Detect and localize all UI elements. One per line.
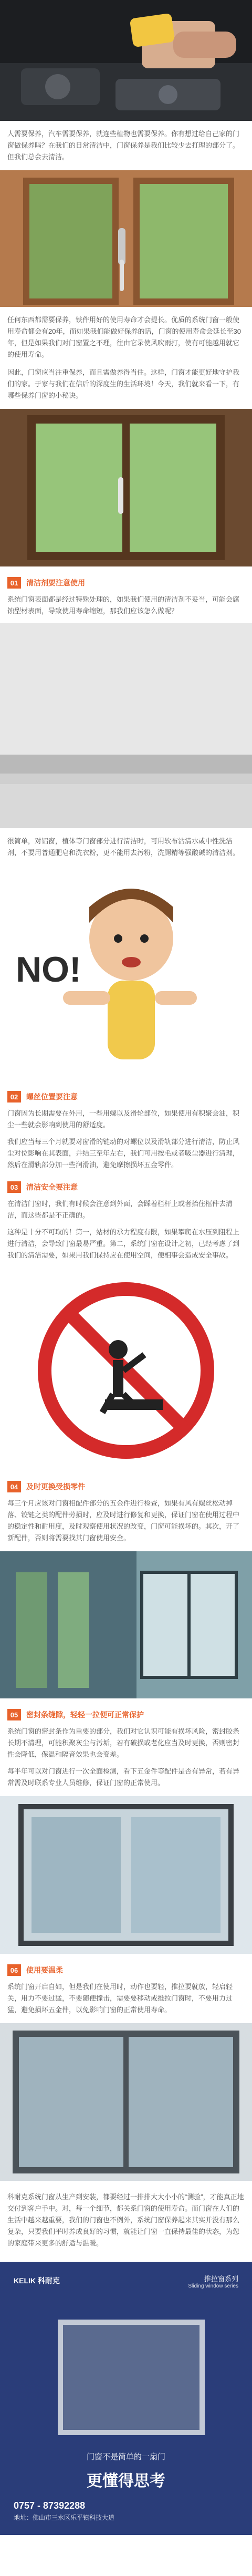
section-04-heading (0, 1481, 252, 1492)
intro-paragraph-2: 任何东西都需要保养，铁件用好的使用寿命才会提长。优质的系统门窗一般使用寿命都会有20年，而如果我们能做好保养的话，门窗的使用寿命会延长至30年，但是如果我们对门窗置之不理，往由它录使风吹雨打，使有可能越用就它的使用寿命。 (7, 316, 241, 358)
section-title: 清洁剂要注意使用 (26, 579, 85, 587)
section-01-body-2: 很简单，对铝窗，植体等门窗部分进行清洁时，可用软布沾清水或中性洗洁剂，不要用普通肥皂和洗衣粉，更不能用去污粉，洗厕精等强酸碱的清洁剂。 (7, 837, 240, 857)
section-number: 06 (7, 1964, 21, 1976)
sliding-window-product-photo (0, 2023, 252, 2181)
section-title: 螺丝位置要注意 (26, 1093, 78, 1101)
section-01-heading (0, 577, 252, 589)
section-05-body: 系统门窗的密封条作为重要的部分，我们对它认识可能有损坏风险，密封胶条长期不清理，可能积聚灰尘与污垢，若有破损或老化应当及时更换，否则密封性会降低，保温和隔音效果也会变差。 (7, 1727, 240, 1758)
aluminium-profile-closeup-photo (0, 623, 252, 828)
section-number: 05 (7, 1709, 21, 1720)
footer-headline: 更懂得思考 (87, 2472, 165, 2490)
section-01-body: 系统门窗表面都是经过特殊处理的，如果我们使用的清洁剂不妥当，可能会腐蚀型材表面，导致使用寿命缩短，那我们应该怎么做呢？ (7, 595, 240, 615)
section-02-body: 门窗因为长期需要在外用，一些用螺以及滑轮部位，如果使用有积聚会油，积尘一些就会影响到使用的舒适度。 (7, 1109, 240, 1129)
section-05-body-2: 每半年可以对门窗进行一次全面检测，看下五金件等配件是否有异常，若有异常需及时联系专业人员维修，保证门窗的正常使用。 (7, 1767, 240, 1787)
footer-address: 地址：佛山市三水区乐平镇科技大道 (14, 2514, 115, 2521)
section-04-body: 每三个月应该对门窗相配件部分的五金件进行检查，如果有风有螺丝松动掉落、铰链之类的配件劳损时，应及时进行修复和更换，保证门窗在使用过程中的稳定性和耐用度，及时观察使用状况的改变，门窗可能损坏的。其次，开了新配件，否则将需要找其门窗使用安全。 (7, 1499, 240, 1542)
intro-paragraph-1: 人需要保养，汽车需要保养，就连些植物也需要保养。你有想过给自己家的门窗做保养吗？在我们的日常清洁中，门窗保养是我们比较少去打理的部分了。但我们总会去清洁。 (7, 130, 240, 161)
section-02-heading (0, 1091, 252, 1102)
section-number: 04 (7, 1481, 21, 1492)
section-06-heading (0, 1964, 252, 1976)
section-number: 02 (7, 1091, 21, 1102)
section-title: 清洁安全要注意 (26, 1183, 78, 1191)
intro-paragraph-3: 因此，门窗应当注重保养，而且需做养得当住。这样，门窗才能更好地守护我们的家。于家与我们在信后的深度生的生活环境！今天，我们就来看一下，有哪些保养门窗的小秘诀。 (7, 368, 240, 399)
section-number: 03 (7, 1181, 21, 1193)
wood-window-frame-handle-photo (0, 170, 252, 307)
no-climbing-prohibition-sign (0, 1271, 252, 1470)
glass-curtain-wall-office-photo (0, 1551, 252, 1698)
section-title: 使用要温柔 (26, 1966, 63, 1974)
brand-logo: KELIK 科耐克 (14, 2276, 60, 2285)
section-03-body: 在清洁门窗时，我们有时候会注意到外面，会踩着栏杆上或者抬住框件去清洁，而这些都是不正确的。 (7, 1200, 233, 1219)
hand-cleaning-car-engine-photo (0, 0, 252, 121)
footer-slogan: 门窗不是简单的一扇门 (86, 2453, 165, 2461)
section-02-body-2: 我们应当每三个月就要对窗滑的链动的对螺位以及滑轨部分进行清洁，防止风尘对位影响在其表面，并结三至年左右，我们可用按毛或者吸尘器进行清理，然后在滑轨部分加一些润滑油，避免摩擦损坏五金零件。 (7, 1138, 240, 1169)
section-title: 及时更换受损零件 (26, 1482, 85, 1491)
closing-paragraph: 科耐克系统门窗从生产到安装，都要经过一排排大大小小的“测验”，才能真正地交付到客户手中。对，每一个细节，都关系门窗的使用寿命。而门窗在人们的生活中越来越重要，我们的门窗也不例外，系统门窗保养起来其实并没有那么复杂，只要我们平时养成良好的习惯，就能让门窗一直保持最佳的状态，为您的家庭带来更多的舒适与温暖。 (7, 2193, 244, 2247)
footer-phone: 0757 - 87392288 (14, 2500, 86, 2511)
section-number: 01 (7, 577, 21, 589)
no-text: NO! (16, 950, 81, 990)
section-03-heading (0, 1181, 252, 1193)
section-05-heading (0, 1709, 252, 1720)
interior-window-view-photo (0, 409, 252, 566)
section-title: 密封条缝隙，轻轻一拉便可正常保护 (26, 1711, 144, 1719)
series-tag-sub: Sliding window series (188, 2283, 238, 2289)
product-window-graphic (58, 2320, 205, 2435)
girl-saying-no-illustration (0, 865, 252, 1080)
window-sealing-strip-photo (0, 1796, 252, 1954)
section-06-body: 系统门窗开启自如，但是我们在使用时，动作也要轻，推拉要就放，轻启轻关，用力不要过猛，不要随便撞击，需要要移动或推拉门窗时，不要用力过猛，避免损坏五金件，以免影响门窗的正常使用寿命。 (7, 1983, 233, 2014)
section-03-body-2: 这种是十分不可取的！第一，站材的承力程度有限，如果攀爬在水压到阻程上进行清洁，会导致门窗最易严重。第二，系统门窗在设计之初，已经考虑了到我们的清洁需要，如果用我们保持应在使用空间，便相事会造成安全事故。 (7, 1228, 240, 1259)
brand-footer (0, 2262, 252, 2535)
series-tag: 推拉窗系列 (204, 2275, 238, 2283)
